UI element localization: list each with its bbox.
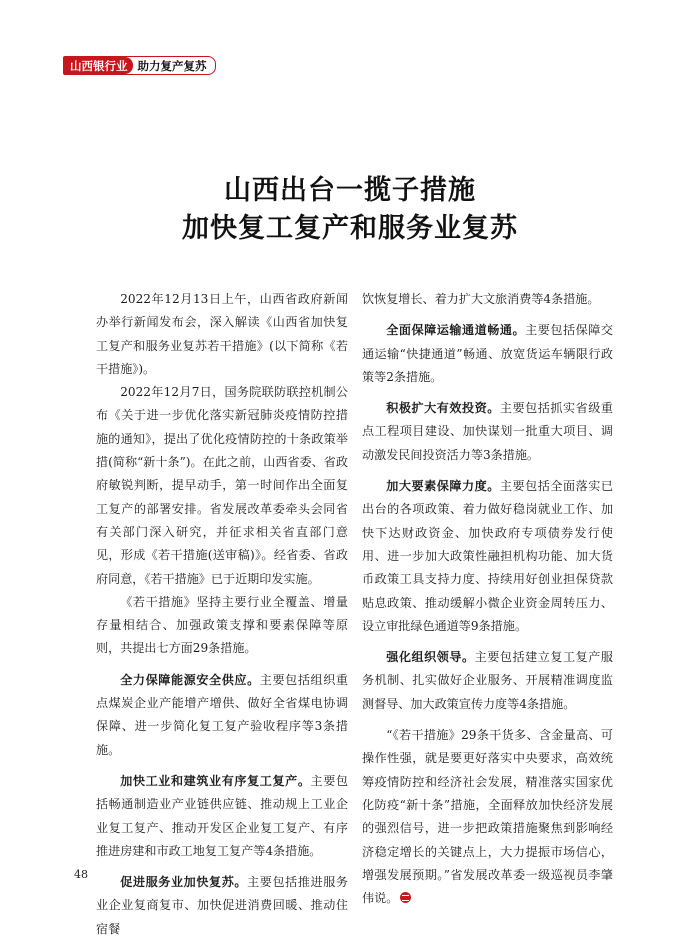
left-column: [96, 288, 348, 941]
paragraph-heading: 加大要素保障力度。: [386, 479, 500, 494]
paragraph-body: 主要包括推进服务业企业复商复市、加快促进消费回暖、推动住宿餐: [96, 875, 348, 936]
paragraph: 2022年12月7日，国务院联防联控机制公布《关于进一步优化落实新冠肺炎疫情防控措施的通知》，提出了优化疫情防控的十条政策举措(简称“新十条”)。在此之前，山西省委、省政府敏锐判断，提早动手，第一时间作出全面复工复产的部署安排。省发展改革委牵头会同省有关部门深入研究，并征求相关省直部门意见，形成《若干措施(送审稿)》。经省委、省政府同意，《若干措施》已于近期印发实施。: [96, 385, 348, 586]
paragraph-body: “《若干措施》29条干货多、含金量高、可操作性强，就是要更好落实中央要求，高效统筹疫情防控和经济社会发展，精准落实国家优化防疫“新十条”措施，全面释放加快经济发展的强烈信号，进一步把政策措施聚焦到影响经济稳定增长的关键点上，大力提振市场信心，增强发展预期。”省发展改革委一级巡视员李肇伟说。: [362, 728, 613, 906]
paragraph-heading: 全力保障能源安全供应。: [120, 672, 260, 687]
paragraph-heading: 全面保障运输通道畅通。: [386, 323, 526, 338]
section-tag-secondary: 助力复产复苏: [137, 58, 207, 73]
paragraph: [362, 475, 613, 638]
paragraph: [362, 397, 613, 467]
paragraph: 2022年12月13日上午，山西省政府新闻办举行新闻发布会，深入解读《山西省加快复工复产和服务业复苏若干措施》(以下简称《若干措施》)。: [96, 292, 348, 376]
article-title-line-1: 山西出台一揽子措施: [224, 175, 476, 206]
paragraph-heading: 促进服务业加快复苏。: [120, 875, 248, 890]
right-column: [362, 288, 613, 910]
end-of-article-icon: [400, 892, 411, 903]
paragraph: [362, 319, 613, 389]
paragraph-body: 主要包括畅通制造业产业链供应链、推动规上工业企业复工复产、推动开发区企业复工复产、有序推进房建和市政工地复工复产等4条措施。: [96, 773, 348, 858]
paragraph-continuation: 饮恢复增长、着力扩大文旅消费等4条措施。: [362, 292, 600, 306]
paragraph-heading: 强化组织领导。: [386, 650, 475, 665]
paragraph-heading: 加快工业和建筑业有序复工复产。: [120, 773, 311, 788]
paragraph-body: 主要包括抓实省级重点工程项目建设、加快谋划一批重大项目、调动激发民间投资活力等3条措施。: [362, 401, 613, 462]
paragraph: 《若干措施》坚持主要行业全覆盖、增量存量相结合、加强政策支撑和要素保障等原则，共提出七方面29条措施。: [96, 594, 348, 656]
paragraph-body: 主要包括组织重点煤炭企业产能增产增供、做好全省煤电协调保障、进一步简化复工复产验收程序等3条措施。: [96, 672, 348, 757]
section-tag: [63, 56, 216, 75]
paragraph: [362, 724, 613, 910]
paragraph: [362, 646, 613, 716]
page-number: 48: [74, 868, 88, 881]
article-title: [0, 172, 700, 248]
paragraph-body: 主要包括建立复工复产服务机制、扎实做好企业服务、开展精准调度监测督导、加大政策宣传力度等4条措施。: [362, 650, 613, 711]
paragraph: [96, 770, 348, 863]
paragraph: [96, 669, 348, 762]
paragraph-body: 主要包括保障交通运输“快捷通道”畅通、放宽货运车辆限行政策等2条措施。: [362, 323, 613, 384]
paragraph: [96, 871, 348, 941]
paragraph-heading: 积极扩大有效投资。: [386, 401, 500, 416]
paragraph-body: 主要包括全面落实已出台的各项政策、着力做好稳岗就业工作、加快下达财政资金、加快政府专项债券发行使用、进一步加大政策性融担机构功能、加大货币政策工具支持力度、持续用好创业担保贷款贴息政策、推动缓解小微企业资金周转压力、设立审批绿色通道等9条措施。: [362, 479, 613, 633]
section-tag-primary: 山西银行业: [64, 57, 133, 74]
article-title-line-2: 加快复工复产和服务业复苏: [182, 213, 518, 244]
